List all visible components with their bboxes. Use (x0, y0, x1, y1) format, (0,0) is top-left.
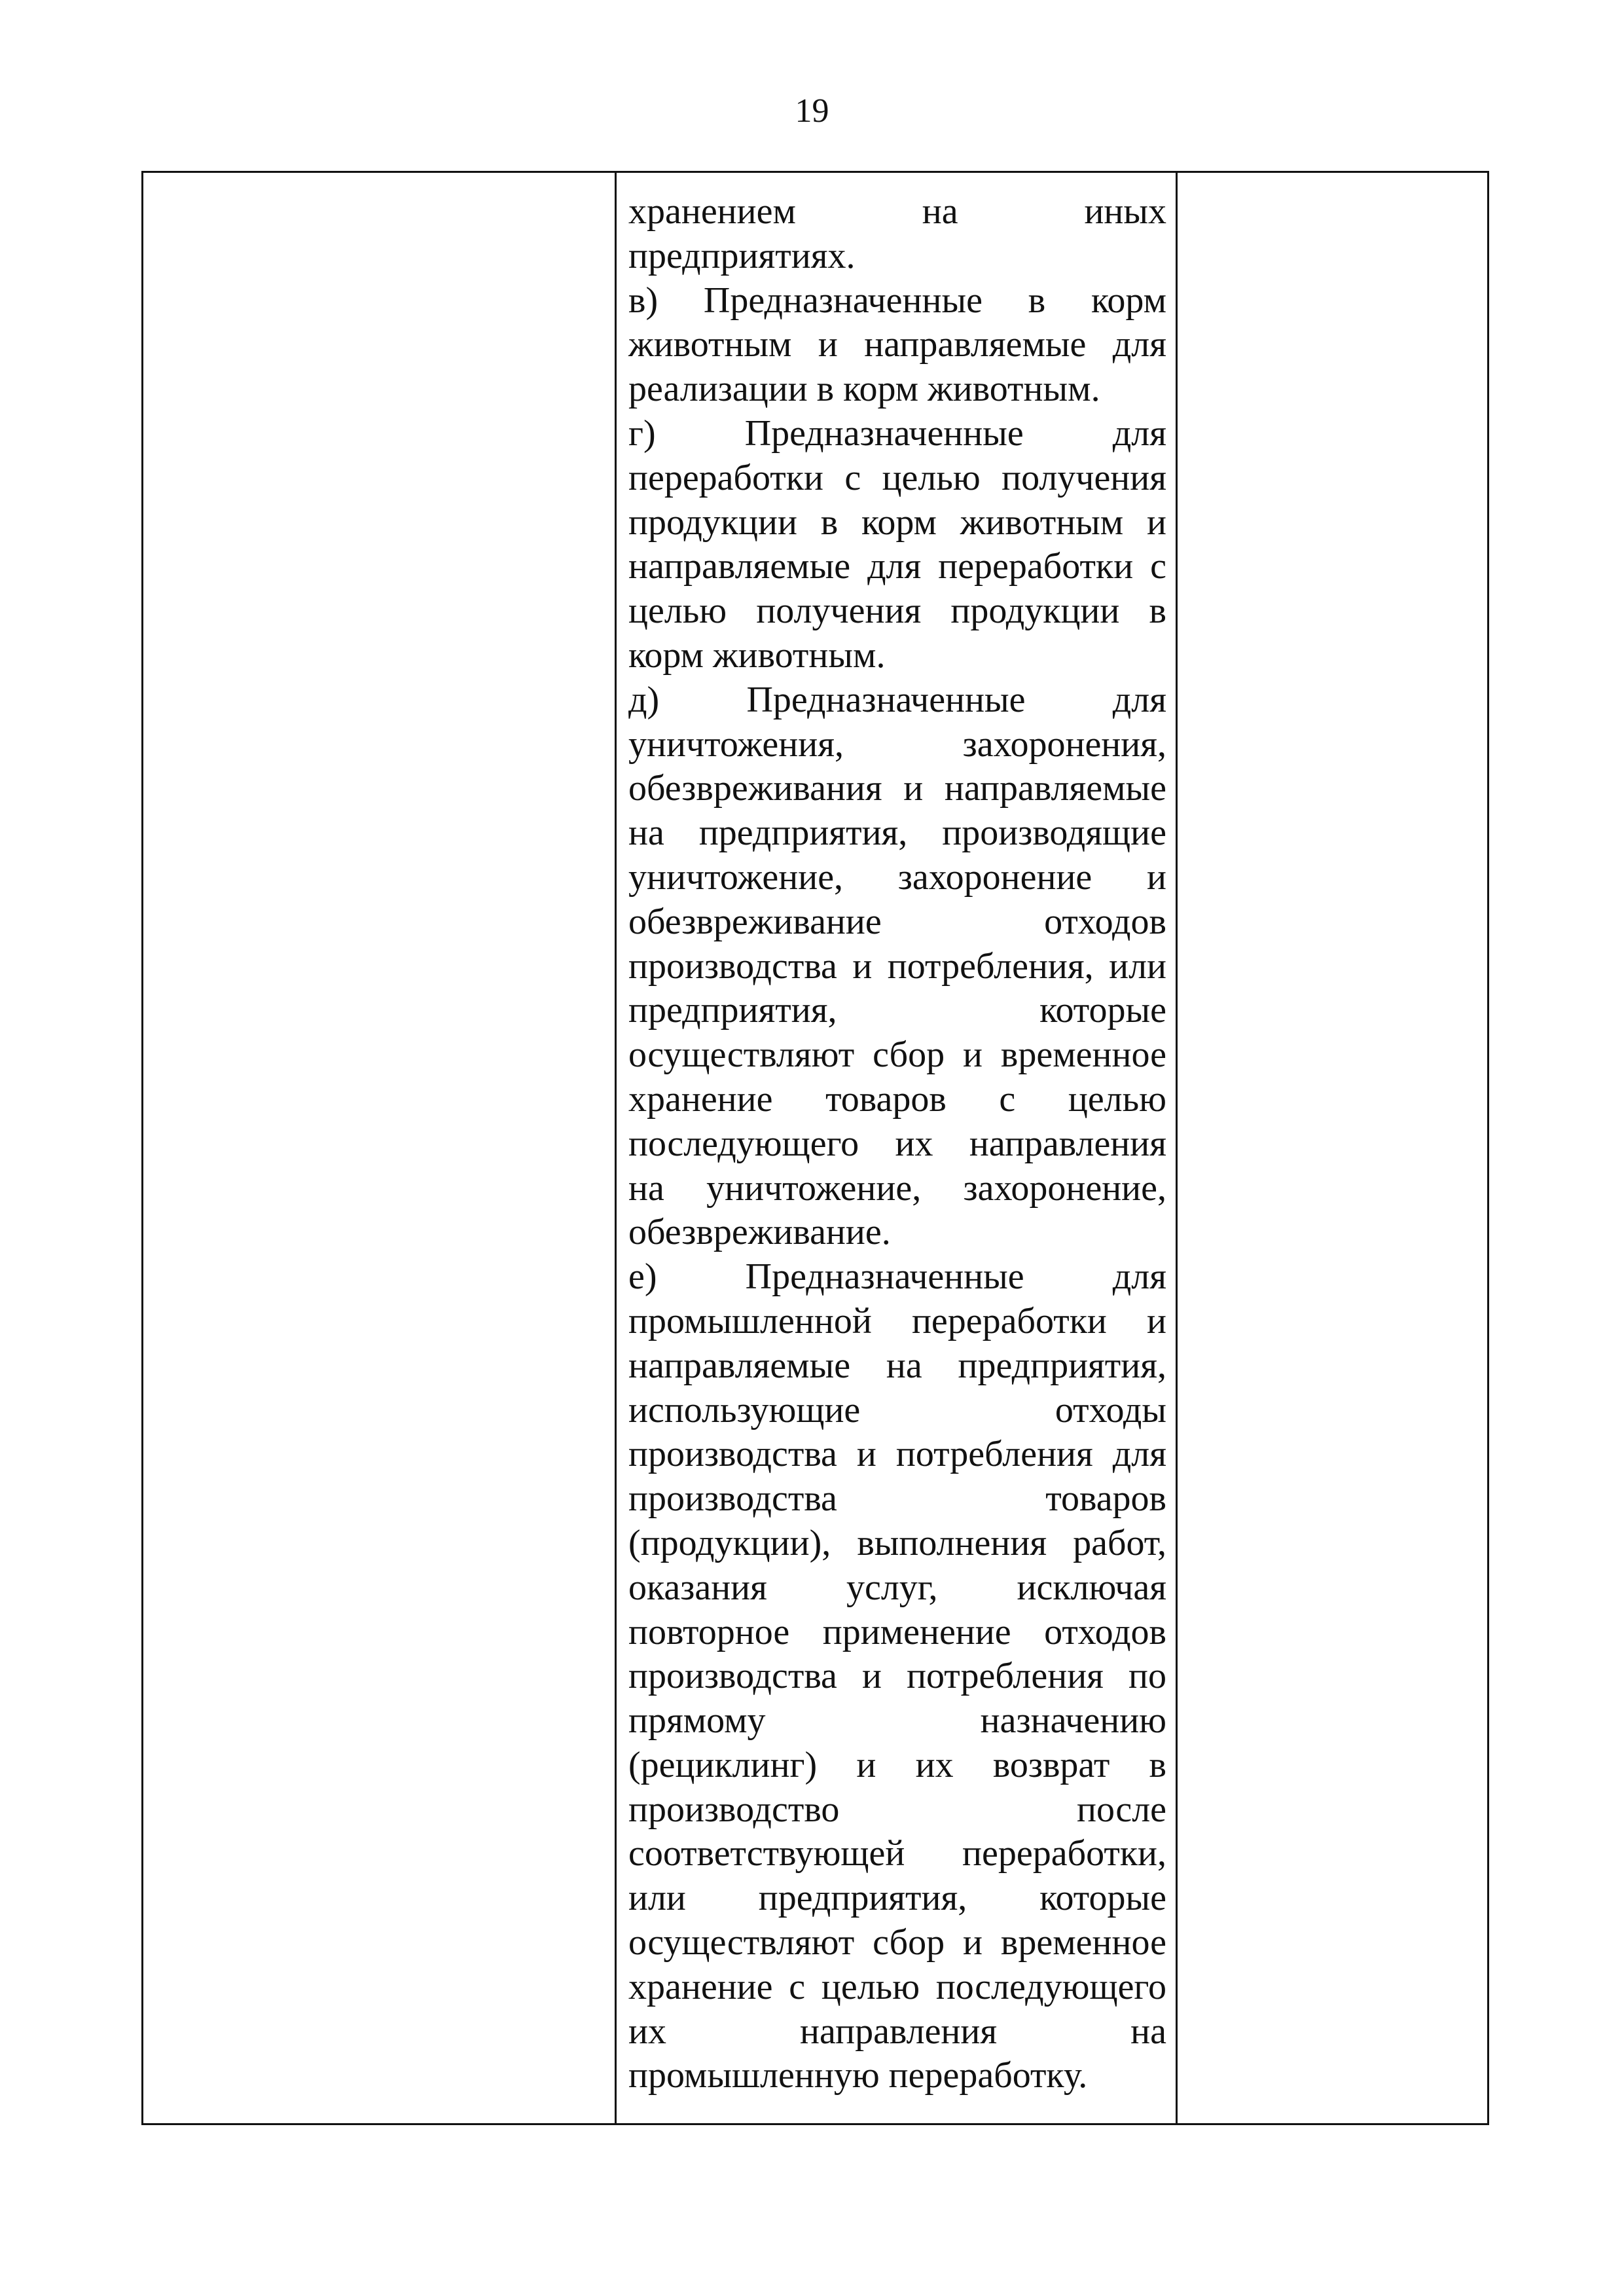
text-line: их направления на (628, 2011, 1166, 2052)
text-line: обезвреживание отходов (628, 901, 1166, 942)
text-line: на предприятия, производящие (628, 812, 1166, 854)
text-line: последующего их направления (628, 1123, 1166, 1164)
text-line: предприятиях. (628, 235, 856, 276)
text-line: производства и потребления для (628, 1434, 1166, 1475)
text-line: хранение товаров с целью (628, 1078, 1166, 1120)
table-cell-left-empty (143, 173, 617, 2123)
text-line: прямому назначению (628, 1700, 1166, 1741)
text-line: обезвреживания и направляемые (628, 768, 1166, 809)
text-line: (рециклинг) и их возврат в (628, 1744, 1166, 1785)
text-line: хранение с целью последующего (628, 1966, 1166, 2007)
text-line: оказания услуг, исключая (628, 1567, 1166, 1608)
text-line: осуществляют сбор и временное (628, 1922, 1166, 1963)
text-line: на уничтожение, захоронение, (628, 1167, 1166, 1209)
text-line: производства товаров (628, 1478, 1166, 1520)
text-line: производства и потребления, или (628, 945, 1166, 987)
text-line: промышленной переработки и (628, 1300, 1166, 1341)
text-line: уничтожения, захоронения, (628, 723, 1166, 765)
text-line: использующие отходы (628, 1389, 1166, 1430)
text-line: реализации в корм животным. (628, 369, 1100, 410)
text-line: производство после (628, 1789, 1166, 1830)
text-line: корм животным. (628, 634, 886, 676)
table-cell-right-empty (1178, 173, 1487, 2123)
text-line: хранением на иных (628, 191, 1166, 232)
middle-cell-text (628, 190, 1166, 2098)
text-line: повторное применение отходов (628, 1611, 1166, 1652)
text-line: животным и направляемые для (628, 324, 1166, 365)
text-line: уничтожение, захоронение и (628, 856, 1166, 898)
text-line: предприятия, которые (628, 990, 1166, 1031)
text-line: обезвреживание. (628, 1212, 891, 1253)
page-number: 19 (795, 92, 829, 130)
text-line: е) Предназначенные для (628, 1256, 1166, 1298)
text-line: направляемые для переработки с (628, 546, 1166, 587)
text-line: или предприятия, которые (628, 1878, 1166, 1919)
text-line: д) Предназначенные для (628, 679, 1166, 720)
text-line: направляемые на предприятия, (628, 1345, 1166, 1386)
document-table (141, 171, 1489, 2125)
text-line: целью получения продукции в (628, 591, 1166, 632)
text-line: промышленную переработку. (628, 2055, 1088, 2096)
table-cell-middle (617, 173, 1178, 2123)
text-line: производства и потребления по (628, 1656, 1166, 1697)
text-line: (продукции), выполнения работ, (628, 1522, 1166, 1563)
text-line: в) Предназначенные в корм (628, 280, 1166, 321)
text-line: продукции в корм животным и (628, 501, 1166, 543)
text-line: осуществляют сбор и временное (628, 1034, 1166, 1076)
text-line: переработки с целью получения (628, 457, 1166, 498)
text-line: соответствующей переработки, (628, 1833, 1166, 1874)
text-line: г) Предназначенные для (628, 412, 1166, 454)
